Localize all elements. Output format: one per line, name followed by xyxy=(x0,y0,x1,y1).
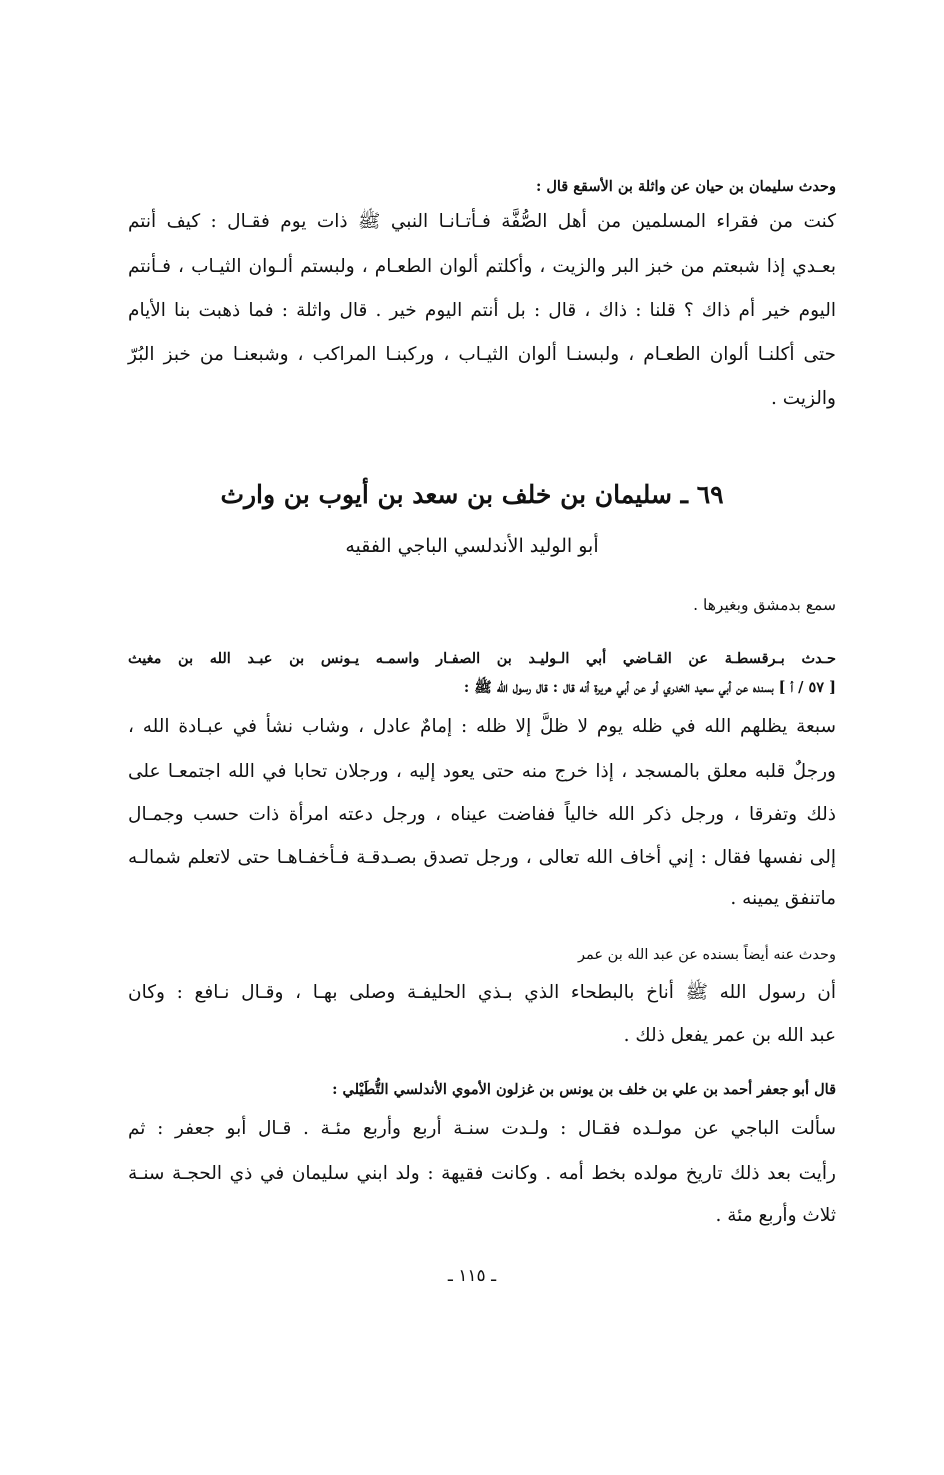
text-line: عبد الله بن عمر يفعل ذلك . xyxy=(623,1025,836,1046)
entry-title: ٦٩ ـ سليمان بن خلف بن سعد بن أيوب بن وارث xyxy=(220,480,724,509)
text-line: أن رسول الله ﷺ أناخ بالبطحاء الذي بـذي الحليفـة وصلى بهـا ، وقـال نـافع : وكان xyxy=(128,982,836,1003)
narrator-line-2a: حـدث بـرقسطـة عن القـاضي أبي الـوليـد بن الصفـار واسمـه يـونس بن عبـد الله بن مغيث xyxy=(128,650,836,667)
text-line: ورجلٌ قلبه معلق بالمسجد ، إذا خرج منه حتى يعود إليه ، ورجلان تحابا في الله اجتمعـا على xyxy=(128,761,836,782)
text-line: سألت الباجي عن مولـده فقـال : ولـدت سنـة أربع وأربع مئـة . قـال أبو جعفر : ثم xyxy=(128,1118,836,1139)
text-line: بعـدي إذا شبعتم من خبز البر والزيت ، وأكلتم ألوان الطعـام ، ولبستم ألـوان الثيـاب ، فـأنتم xyxy=(128,256,836,277)
note-line: سمع بدمشق وبغيرها . xyxy=(693,596,836,614)
narrator-line-1: وحدث سليمان بن حيان عن واثلة بن الأسقع قال : xyxy=(535,178,836,195)
narrator-line-2b: [ ٥٧ / أ ] بسنده عن أبي سعيد الخدري أو عن أبي هريرة أنه قال : قال رسول الله ﷺ : xyxy=(463,679,836,696)
text-line: رأيت بعد ذلك تاريخ مولده بخط أمه . وكانت فقيهة : ولد ابني سليمان في ذي الحجـة سنـة xyxy=(128,1163,836,1184)
text-line: والزيت . xyxy=(771,388,836,409)
text-line: كنت من فقراء المسلمين من أهل الصُّفَّة فـأتـانـا النبي ﷺ ذات يوم فقـال : كيف أنتم xyxy=(128,211,836,232)
text-line: حتى أكلنـا ألوان الطعـام ، ولبسنـا ألوان الثيـاب ، وركبنـا المراكب ، وشبعنـا من خبز البُرّ xyxy=(128,344,836,365)
narrator-line-3: وحدث عنه أيضاً بسنده عن عبد الله بن عمر xyxy=(578,947,836,963)
narrator-line-4: قال أبو جعفر أحمد بن علي بن خلف بن يونس بن غزلون الأموي الأندلسي التُّطَيْلي : xyxy=(332,1081,836,1098)
text-line: إلى نفسها فقال : إني أخاف الله تعالى ، ورجل تصدق بصـدقـة فـأخفـاهـا حتى لاتعلم شمالـه xyxy=(128,847,836,868)
entry-subtitle: أبو الوليد الأندلسي الباجي الفقيه xyxy=(345,535,599,557)
page-number: ـ ١١٥ ـ xyxy=(447,1266,497,1286)
text-line: ثلاث وأربع مئة . xyxy=(715,1205,836,1226)
text-line: ذلك وتفرقا ، ورجل ذكر الله خالياً ففاضت عيناه ، ورجل دعته امرأة ذات حسب وجمـال xyxy=(128,804,836,825)
text-line: ماتنفق يمينه . xyxy=(730,888,836,909)
text-line: سبعة يظلهم الله في ظله يوم لا ظلَّ إلا ظله : إمامٌ عادل ، وشاب نشأ في عبـادة الله ، xyxy=(128,716,836,737)
text-line: اليوم خير أم ذاك ؟ قلنا : ذاك ، قال : بل أنتم اليوم خير . قال واثلة : فما ذهبت بنا الأيام xyxy=(128,300,836,321)
